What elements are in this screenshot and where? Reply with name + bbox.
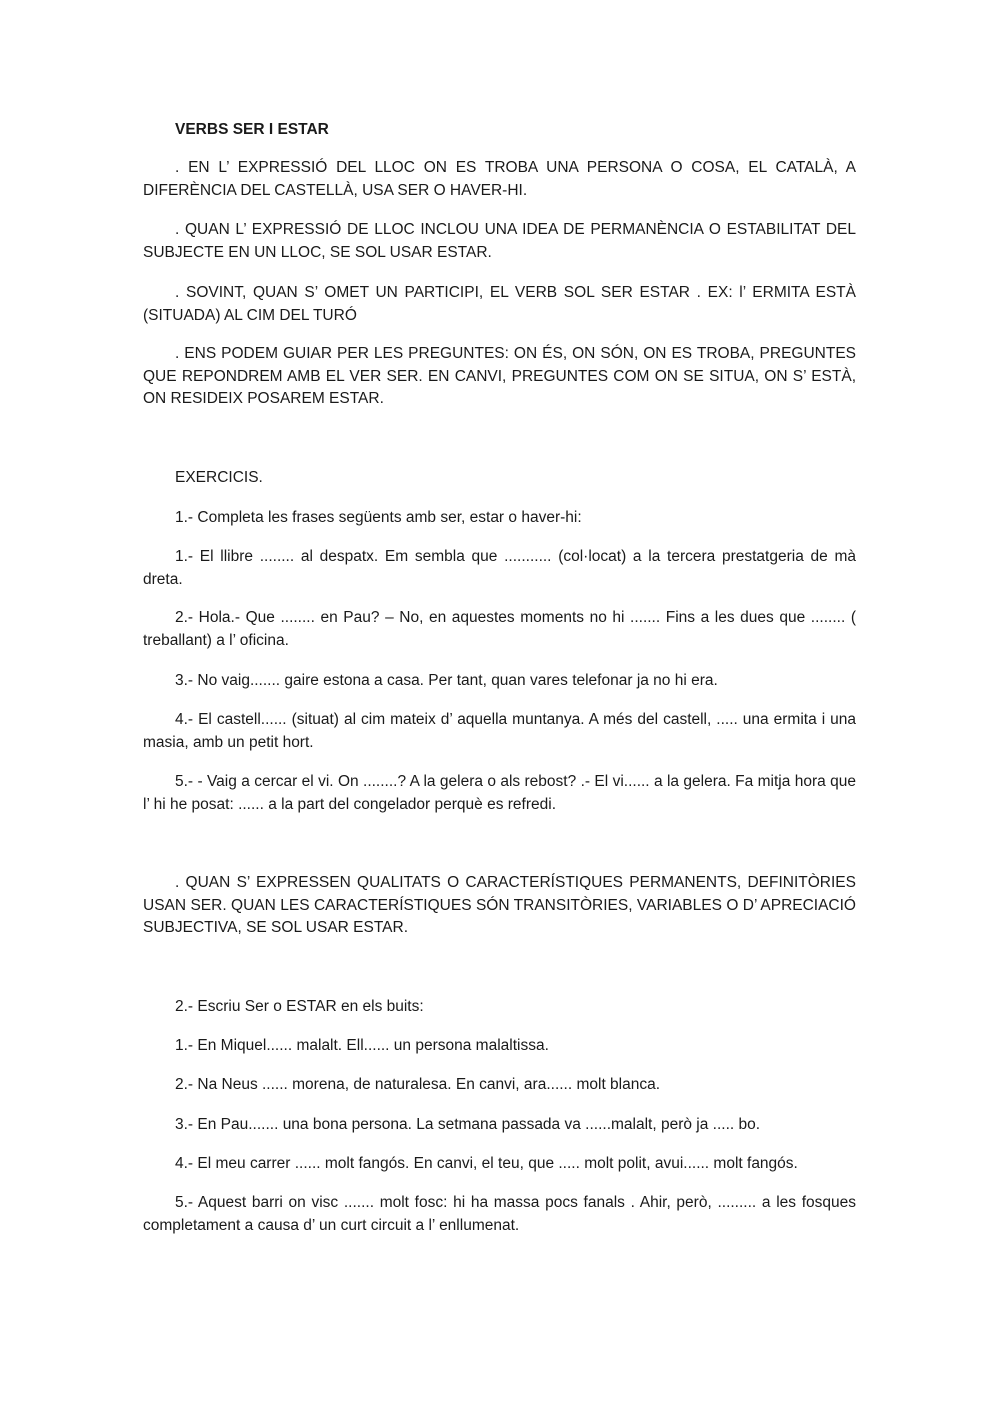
exercise-2-item: 5.- Aquest barri on visc ....... molt fosc: hi ha massa pocs fanals . Ahir, però, ......... a les fosques completament a causa d’ un curt circuit a l’ enllumenat.	[143, 1194, 856, 1234]
exercise-2-item: 4.- El meu carrer ...... molt fangós. En canvi, el teu, que ..... molt polit, avui...... molt fangós.	[175, 1155, 798, 1172]
exercise-1-item: 1.- El llibre ........ al despatx. Em sembla que ........... (col·locat) a la tercera prestatgeria de mà dreta.	[143, 548, 856, 588]
exercise-2-instruction: 2.- Escriu Ser o ESTAR en els buits:	[175, 998, 424, 1015]
exercise-1-item: 5.- - Vaig a cercar el vi. On ........? A la gelera o als rebost? .- El vi...... a la gelera. Fa mitja hora que l’ hi he posat: ...... a la part del congelador perquè es refredi.	[143, 773, 856, 813]
exercise-1-item: 3.- No vaig....... gaire estona a casa. Per tant, quan vares telefonar ja no hi era.	[175, 672, 718, 689]
exercise-1-item: 4.- El castell...... (situat) al cim mateix d’ aquella muntanya. A més del castell, ..... una ermita i una masia, amb un petit hort.	[143, 711, 856, 751]
exercise-1-instruction: 1.- Completa les frases següents amb ser, estar o haver-hi:	[175, 509, 582, 526]
exercise-2-item: 1.- En Miquel...... malalt. Ell...... un persona malaltissa.	[175, 1037, 549, 1054]
exercise-1-item: 2.- Hola.- Que ........ en Pau? – No, en aquestes moments no hi ....... Fins a les dues que ........ ( treballant) a l’ oficina.	[143, 609, 856, 649]
exercise-2-item: 3.- En Pau....... una bona persona. La setmana passada va ......malalt, però ja ..... bo.	[175, 1116, 761, 1133]
exercise-2-item: 2.- Na Neus ...... morena, de naturalesa. En canvi, ara...... molt blanca.	[175, 1076, 661, 1093]
theory-paragraph-2: . QUAN L’ EXPRESSIÓ DE LLOC INCLOU UNA IDEA DE PERMANÈNCIA O ESTABILITAT DEL SUBJECTE EN UN LLOC, SE SOL USAR ESTAR.	[143, 221, 856, 261]
theory-paragraph-5: . QUAN S’ EXPRESSEN QUALITATS O CARACTERÍSTIQUES PERMANENTS, DEFINITÒRIES USAN SER. QUAN LES CARACTERÍSTIQUES SÓN TRANSITÒRIES, VARIABLES O D’ APRECIACIÓ SUBJECTIVA, SE SOL USAR ESTAR.	[143, 874, 856, 936]
document-title: VERBS SER I ESTAR	[175, 121, 329, 138]
exercises-heading: EXERCICIS.	[175, 469, 263, 486]
theory-paragraph-1: . EN L’ EXPRESSIÓ DEL LLOC ON ES TROBA UNA PERSONA O COSA, EL CATALÀ, A DIFERÈNCIA DEL CASTELLÀ, USA SER O HAVER-HI.	[143, 159, 856, 199]
theory-paragraph-4: . ENS PODEM GUIAR PER LES PREGUNTES: ON ÉS, ON SÓN, ON ES TROBA, PREGUNTES QUE REPONDREM AMB EL VER SER. EN CANVI, PREGUNTES COM ON SE SITUA, ON S’ ESTÀ, ON RESIDEIX POSAREM ESTAR.	[143, 345, 856, 407]
theory-paragraph-3: . SOVINT, QUAN S’ OMET UN PARTICIPI, EL VERB SOL SER ESTAR . EX: l’ ERMITA ESTÀ (SITUADA) AL CIM DEL TURÓ	[143, 284, 856, 324]
